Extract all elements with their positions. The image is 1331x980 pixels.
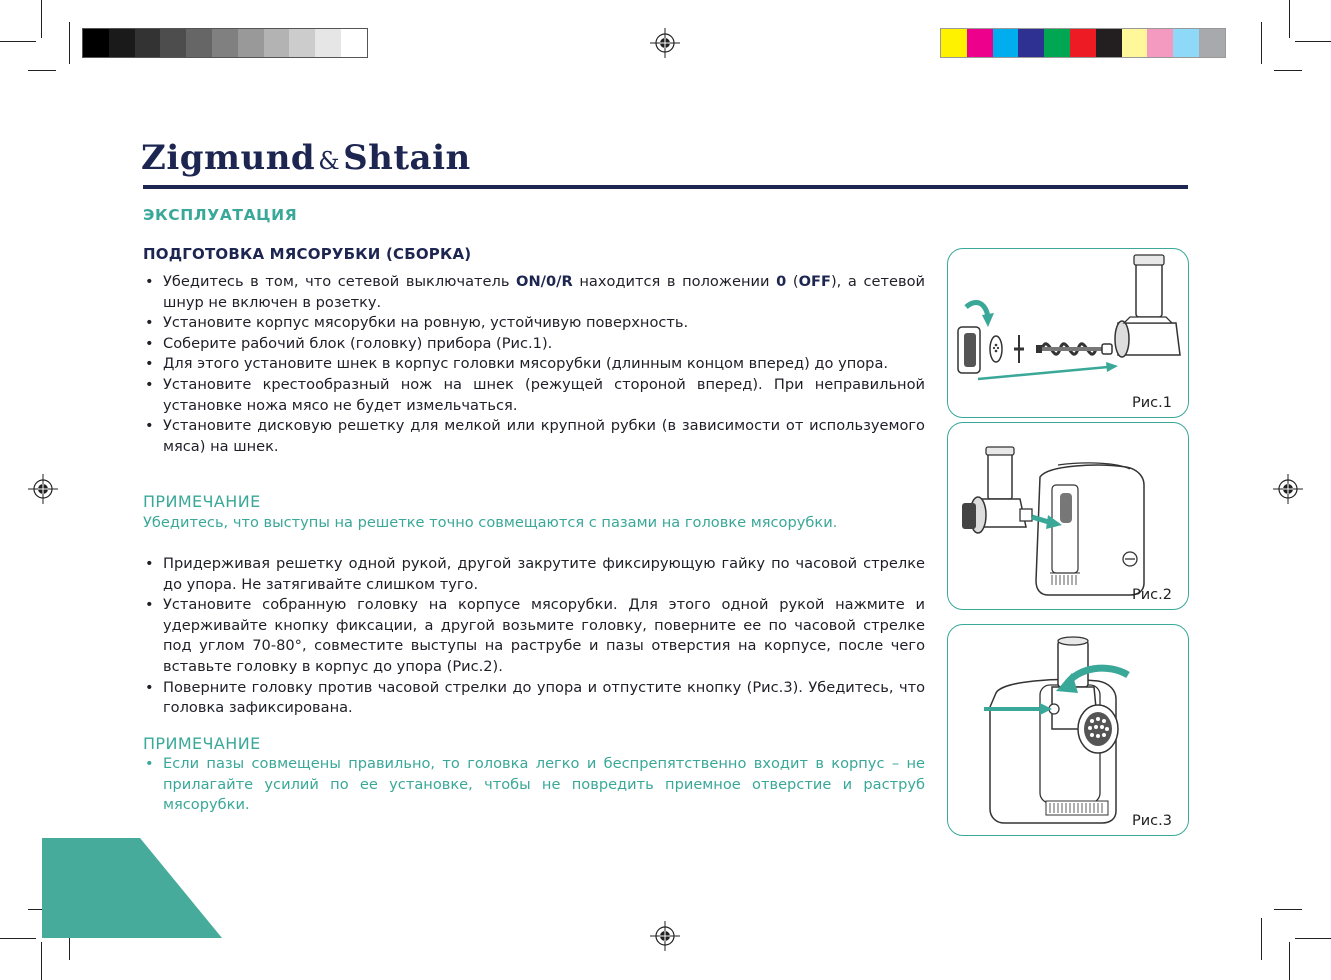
grayscale-color-bar <box>82 28 368 58</box>
brand-logo <box>141 138 471 178</box>
list-item: • Для этого установите шнек в корпус головки мясорубки (длинным концом вперед) до упора. <box>143 354 925 375</box>
logo-ampersand: & <box>318 147 341 175</box>
color-swatch <box>186 29 212 57</box>
list-item: • Соберите рабочий блок (головку) прибора (Рис.1). <box>143 334 925 355</box>
color-swatch <box>315 29 341 57</box>
crop-mark <box>69 22 70 64</box>
list-item: • Установите корпус мясорубки на ровную, устойчивую поверхность. <box>143 313 925 334</box>
crop-mark <box>0 938 36 939</box>
color-swatch <box>109 29 135 57</box>
list-item: • Если пазы совмещены правильно, то головка легко и беспрепятственно входит в корпус – не прилагайте усилий по ее установке, чтобы не повредить приемное отверстие и раструб мясорубки. <box>143 754 925 816</box>
crop-mark <box>41 0 42 38</box>
crop-mark <box>1274 909 1302 910</box>
figure-caption: Рис.2 <box>1132 587 1172 603</box>
header-rule <box>143 185 1188 189</box>
crop-mark <box>28 70 56 71</box>
list-item: • Придерживая решетку одной рукой, другой закрутите фиксирующую гайку по часовой стрелке до упора. Не затягивайте слишком туго. <box>143 554 925 595</box>
head-locking-illustration <box>948 625 1188 835</box>
color-swatch <box>135 29 161 57</box>
note-list <box>143 754 925 816</box>
figure-1 <box>947 248 1189 418</box>
color-swatch <box>1070 29 1096 57</box>
head-insertion-illustration <box>948 423 1188 609</box>
color-swatch <box>160 29 186 57</box>
color-swatch <box>1044 29 1070 57</box>
note-heading: ПРИМЕЧАНИЕ <box>143 734 261 753</box>
registration-mark-icon <box>650 28 680 58</box>
crop-mark <box>1295 938 1331 939</box>
color-swatch <box>238 29 264 57</box>
assembly-steps-list <box>143 272 925 457</box>
crop-mark <box>0 41 36 42</box>
registration-mark-icon <box>650 921 680 951</box>
color-swatch <box>1122 29 1148 57</box>
color-swatch <box>341 29 367 57</box>
color-swatch <box>1173 29 1199 57</box>
meat-grinder-parts-illustration <box>948 249 1188 417</box>
crop-mark <box>1289 0 1290 38</box>
page-corner-decoration <box>42 838 222 938</box>
color-swatch <box>289 29 315 57</box>
color-swatch <box>264 29 290 57</box>
sub-title: ПОДГОТОВКА МЯСОРУБКИ (СБОРКА) <box>143 245 472 263</box>
logo-text-2: Shtain <box>343 138 471 178</box>
color-swatch <box>967 29 993 57</box>
color-swatch <box>212 29 238 57</box>
registration-mark-icon <box>28 474 58 504</box>
crop-mark <box>1261 918 1262 960</box>
list-item: • Убедитесь в том, что сетевой выключатель ON/0/R находится в положении 0 (OFF), а сетевой шнур не включен в розетку. <box>143 272 925 313</box>
process-color-bar <box>940 28 1226 58</box>
color-swatch <box>993 29 1019 57</box>
figure-caption: Рис.1 <box>1132 395 1172 411</box>
crop-mark <box>1289 942 1290 980</box>
crop-mark <box>41 942 42 980</box>
section-title: ЭКСПЛУАТАЦИЯ <box>143 206 298 224</box>
color-swatch <box>941 29 967 57</box>
logo-text: Zigmund <box>141 138 316 178</box>
color-swatch <box>83 29 109 57</box>
crop-mark <box>1261 22 1262 64</box>
mounting-steps-list <box>143 554 925 719</box>
figure-3 <box>947 624 1189 836</box>
figure-caption: Рис.3 <box>1132 813 1172 829</box>
figure-2 <box>947 422 1189 610</box>
crop-mark <box>1274 70 1302 71</box>
color-swatch <box>1147 29 1173 57</box>
color-swatch <box>1096 29 1122 57</box>
color-swatch <box>1199 29 1225 57</box>
note-text: Убедитесь, что выступы на решетке точно совмещаются с пазами на головке мясорубки. <box>143 514 838 531</box>
list-item: • Установите собранную головку на корпусе мясорубки. Для этого одной рукой нажмите и удерживайте кнопку фиксации, а другой возьмите головку, поверните ее по часовой стрелке под углом 70-80°, совместите выступы на раструбе и пазы отверстия на корпусе, после чего вставьте головку в корпус до упора (Рис.2). <box>143 595 925 677</box>
color-swatch <box>1018 29 1044 57</box>
list-item: • Установите крестообразный нож на шнек (режущей стороной вперед). При неправильной установке ножа мясо не будет измельчаться. <box>143 375 925 416</box>
note-heading: ПРИМЕЧАНИЕ <box>143 492 261 511</box>
list-item: • Установите дисковую решетку для мелкой или крупной рубки (в зависимости от используемого мяса) на шнек. <box>143 416 925 457</box>
crop-mark <box>1295 41 1331 42</box>
registration-mark-icon <box>1273 474 1303 504</box>
list-item: • Поверните головку против часовой стрелки до упора и отпустите кнопку (Рис.3). Убедитесь, что головка зафиксирована. <box>143 678 925 719</box>
